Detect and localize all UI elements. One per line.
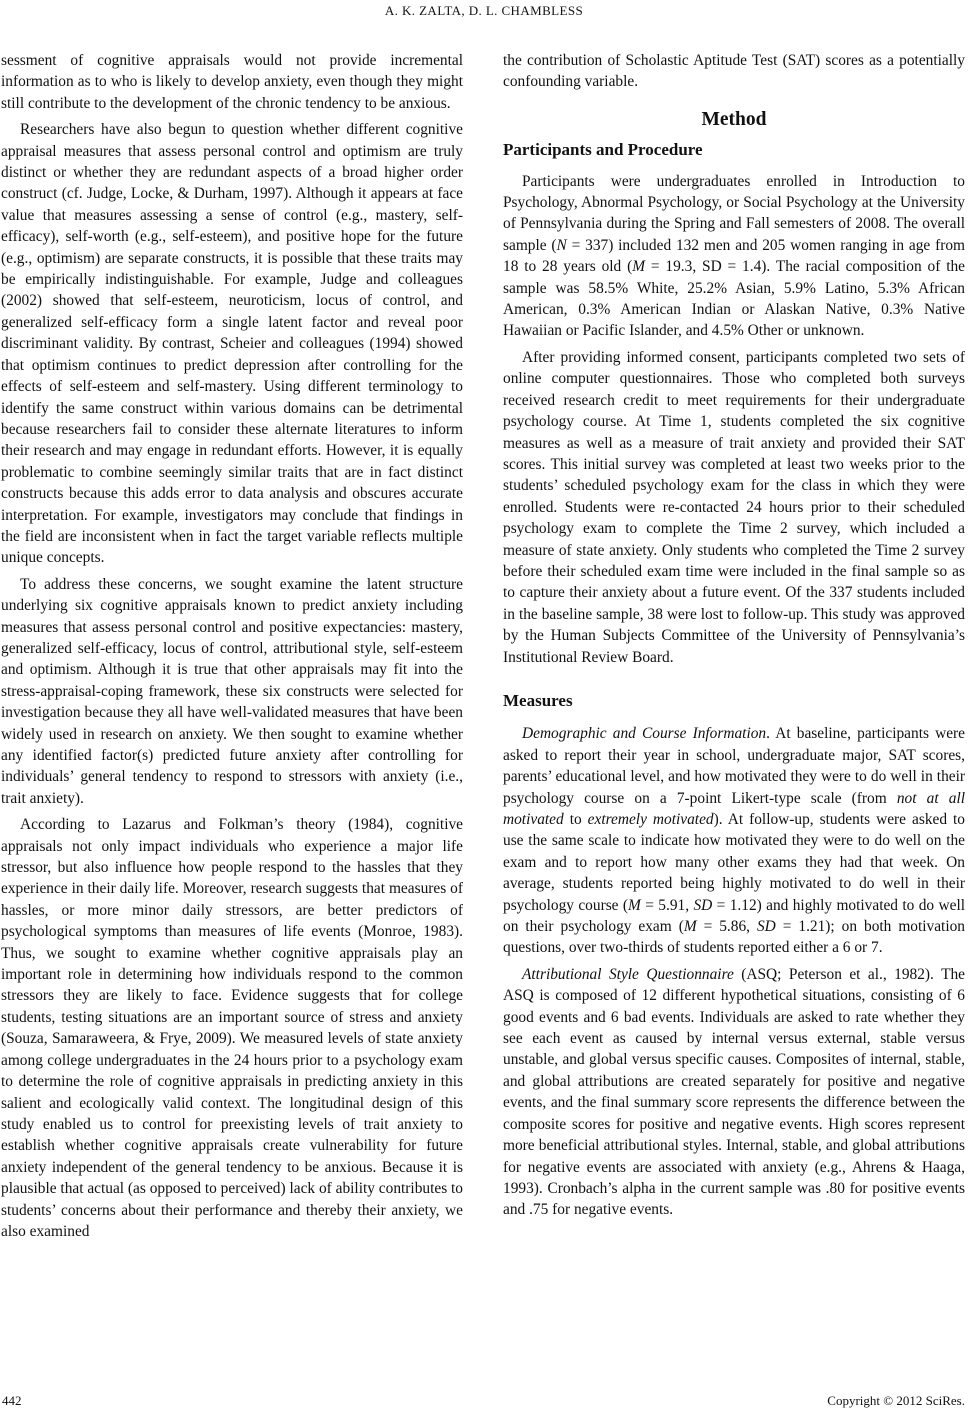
- text-run: = 1.21); on both motivation questions, over two-thirds of students reported either a 6 or 7.: [503, 918, 966, 957]
- italic-text: extremely motivated: [587, 811, 714, 828]
- italic-symbol: M: [683, 918, 697, 936]
- italic-text: not at all motivated: [503, 789, 965, 828]
- paragraph: Researchers have also begun to question whether different cognitive appraisal measures that assess personal control and optimism are truly distinct or whether they are redundant aspects of a broad higher order construct (cf. Judge, Locke, & Durham, 1997). Although it appears at face value that measures assessing a sense of control (e.g., mastery, self-efficacy), self-worth (e.g., self-esteem), and positive hope for the future (e.g., optimism) are separate constructs, it is possible that these traits may be empirically indistinguishable. For example, Judge and colleagues (2002) showed that self-esteem, neuroticism, locus of control, and generalized self-efficacy form a single latent factor and reveal poor discriminant validity. By contrast, Scheier and colleagues (1994) showed that optimism continues to predict depression after controlling for the effects of self-esteem and self-mastery. Using different terminology to identify the same construct within various domains can be detrimental because researchers fail to consider these alternate literatures to inform their research and may engage in redundant efforts. However, it is equally problematic to combine seemingly similar traits that are in fact distinct constructs because this adds error to data analysis and obscures accurate interpretation. For example, investigators may conclude that findings in the field are inconsistent when in fact the target variable reflects multiple unique concepts.: [1, 121, 463, 567]
- left-column: [1, 50, 463, 1247]
- copyright: Copyright © 2012 SciRes.: [827, 1393, 965, 1408]
- measure-title: Attributional Style Questionnaire: [522, 965, 734, 983]
- paragraph: [503, 964, 965, 1221]
- italic-symbol: SD: [756, 918, 776, 936]
- paragraph: After providing informed consent, participants completed two sets of online computer questionnaires. Those who completed both surveys received research credit to meet requirements for their undergraduate psychology course. At Time 1, students completed the six cognitive measures as well as a measure of trait anxiety and provided their SAT scores. This initial survey was completed at least two weeks prior to the students’ scheduled psychology exam for the class in which they were enrolled. Students were re-contacted 24 hours prior to their scheduled psychology exam to complete the Time 2 survey, which included a measure of state anxiety. Only students who completed the Time 2 survey before their scheduled exam time were included in the final sample so as to capture their anxiety about a future event. Of the 337 students included in the baseline sample, 38 were lost to follow-up. This study was approved by the Human Subjects Committee of the University of Pennsylvania’s Institutional Review Board.: [503, 348, 965, 666]
- paragraph: According to Lazarus and Folkman’s theory (1984), cognitive appraisals not only impact individuals who experience a major life stressor, but also influence how people respond to the hassles that they experience in their daily life. Moreover, research suggests that measures of hassles, or more minor daily stressors, are better predictors of psychological symptoms than measures of life events (Monroe, 1983). Thus, we sought to examine whether cognitive appraisals play an important role in determining how individuals respond to the common stressors they are likely to face. Evidence suggests that for college students, testing situations are an important source of stress and anxiety (Souza, Samaraweera, & Frye, 2009). We measured levels of state anxiety among college undergraduates in the 24 hours prior to a psychology exam to determine the role of cognitive appraisals in predicting anxiety in this salient and ecologically valid context. The longitudinal design of this study enabled us to control for preexisting levels of trait anxiety to establish whether cognitive appraisals create vulnerability for future anxiety independent of the general tendency to be anxious. Because it is plausible that actual (as opposed to perceived) lack of ability contributes to students’ concerns about their performance and thereby their anxiety, we also examined: [1, 816, 463, 1240]
- measure-title: Demographic and Course Information: [522, 725, 767, 743]
- text-run: = 19.3, SD = 1.4). The racial composition of the sample was 58.5% White, 25.2% Asian, 5.9% Latino, 5.3% African American, 0.3% American Indian or Alaskan Native, 0.3% Native Hawaiian or Pacific Islander, and 4.5% Other or unknown.: [503, 258, 965, 340]
- text-run: to: [563, 811, 588, 828]
- text-run: . At baseline, participants were asked to report their year in school, undergraduate major, SAT scores, parents’ educational level, and how motivated they were to do well in their psychology course on a 7-point Likert-type scale (from: [503, 725, 965, 807]
- paragraph: sessment of cognitive appraisals would not provide incremental information as to who is likely to develop anxiety, even though they might still contribute to the development of the chronic tendency to be anxious.: [1, 52, 463, 112]
- text-run: = 5.91,: [640, 896, 694, 914]
- italic-symbol: M: [632, 258, 646, 276]
- paragraph: [503, 171, 965, 342]
- text-run: = 5.86,: [696, 918, 757, 936]
- section-heading-method: Method: [701, 108, 767, 130]
- right-column: [503, 50, 965, 1226]
- text-run: = 337) included 132 men and 205 women ranging in age from 18 to 28 years old (: [503, 236, 965, 276]
- subsection-heading-measures: Measures: [503, 690, 573, 710]
- italic-symbol: SD: [693, 896, 713, 914]
- page-number: 442: [2, 1393, 22, 1408]
- italic-symbol: N: [556, 236, 567, 254]
- paragraph: the contribution of Scholastic Aptitude Test (SAT) scores as a potentially confounding variable.: [503, 52, 965, 91]
- text-run: = 1.12) and highly motivated to do well on their psychology exam (: [503, 896, 965, 936]
- text-run: Participants were undergraduates enrolled in Introduction to Psychology, Abnormal Psychology, or Social Psychology at the University of Pennsylvania during the Spring and Fall semesters of 2008. The overall sample (: [503, 172, 965, 254]
- paragraph: To address these concerns, we sought examine the latent structure underlying six cognitive appraisals known to predict anxiety including measures that assess personal control and positive expectancies: mastery, generalized self-efficacy, locus of control, attributional style, self-esteem and optimism. Although it is true that other appraisals may fit into the stress-appraisal-coping framework, these six constructs were selected for investigation because they all have well-validated measures that have been widely used in research on anxiety. We then sought to examine whether any identified factor(s) predicted future anxiety after controlling for individuals’ general tendency to respond to stressors with anxiety (i.e., trait anxiety).: [1, 575, 463, 807]
- running-head: A. K. ZALTA, D. L. CHAMBLESS: [384, 3, 584, 18]
- text-run: ). At follow-up, students were asked to use the same scale to indicate how motivated they were to do well on the exam and to report how many other exams they had that week. On average, students reported being highly motivated to do well in their psychology course (: [503, 811, 966, 914]
- text-run: (ASQ; Peterson et al., 1982). The ASQ is composed of 12 different hypothetical situations, consisting of 6 good events and 6 bad events. Individuals are asked to rate whether they see each event as caused by internal versus external, stable versus unstable, and global versus specific causes. Composites of internal, stable, and global attributions are created separately for positive and negative events, and the final summary score represents the difference between the composite scores for positive and negative events. High scores represent more beneficial attributional styles. Internal, stable, and global attributions for negative events are associated with anxiety (e.g., Ahrens & Haaga, 1993). Cronbach’s alpha in the current sample was .80 for positive events and .75 for negative events.: [503, 965, 965, 1219]
- paragraph: [503, 723, 965, 958]
- subsection-heading-participants: Participants and Procedure: [503, 140, 703, 160]
- italic-symbol: M: [628, 896, 641, 914]
